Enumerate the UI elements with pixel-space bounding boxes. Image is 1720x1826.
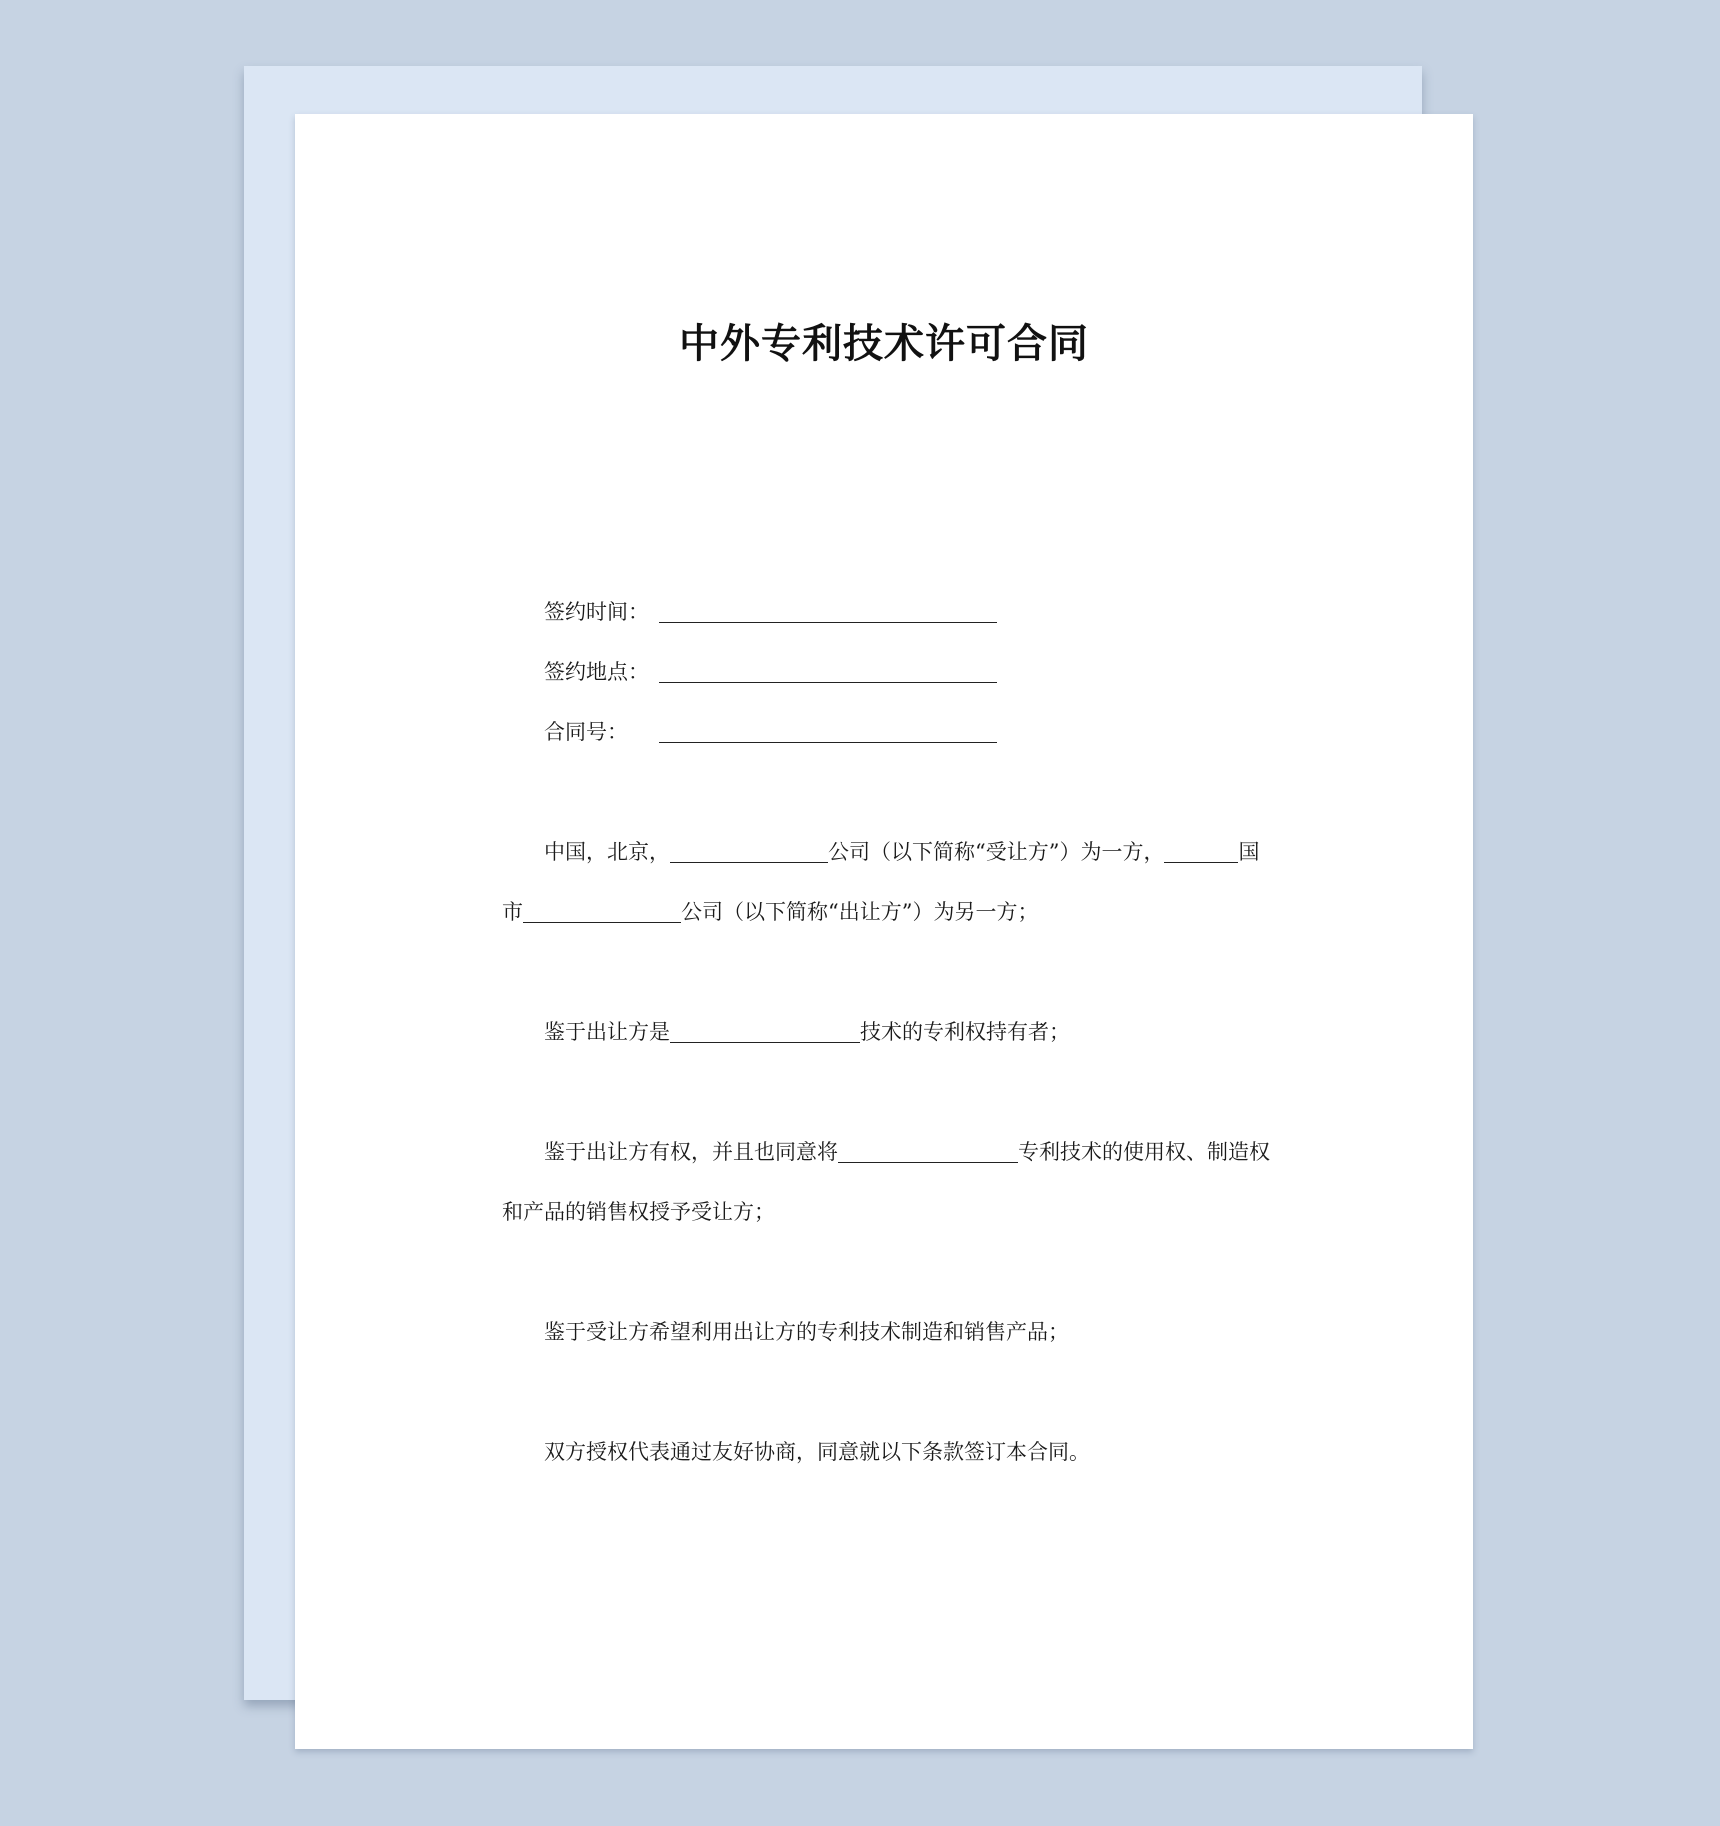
signing-time-blank[interactable] bbox=[659, 598, 997, 623]
document-page bbox=[295, 114, 1473, 1749]
document-title: 中外专利技术许可合同 bbox=[679, 321, 1089, 367]
paragraph-text: 市 bbox=[502, 900, 523, 924]
paragraph-agreement bbox=[544, 1437, 1090, 1467]
paragraph-text: 双方授权代表通过友好协商，同意就以下条款签订本合同。 bbox=[544, 1440, 1090, 1464]
paragraph-text: 鉴于受让方希望利用出让方的专利技术制造和销售产品； bbox=[544, 1320, 1069, 1344]
patent-technology-blank[interactable] bbox=[838, 1138, 1018, 1163]
paragraph-text: 鉴于出让方是 bbox=[544, 1020, 670, 1044]
field-label: 签约地点： bbox=[544, 660, 649, 684]
paragraph-text: 和产品的销售权授予受让方； bbox=[502, 1200, 775, 1224]
licensor-company-blank[interactable] bbox=[523, 898, 681, 923]
paragraph-text: 鉴于出让方有权，并且也同意将 bbox=[544, 1140, 838, 1164]
field-signing-time bbox=[544, 597, 997, 627]
licensor-country-blank[interactable] bbox=[1164, 838, 1238, 863]
paragraph-grant-rights-line-1 bbox=[544, 1137, 1270, 1167]
technology-name-blank[interactable] bbox=[670, 1018, 860, 1043]
licensee-company-blank[interactable] bbox=[670, 838, 828, 863]
paragraph-grant-rights-line-2 bbox=[502, 1197, 775, 1227]
field-signing-place bbox=[544, 657, 997, 687]
paragraph-patent-holder bbox=[544, 1017, 1070, 1047]
field-label: 签约时间： bbox=[544, 600, 649, 624]
paragraph-parties-line-1 bbox=[544, 837, 1259, 867]
paragraph-text: 公司（以下简称“出让方”）为另一方； bbox=[681, 900, 1039, 924]
contract-number-blank[interactable] bbox=[659, 718, 997, 743]
paragraph-text: 技术的专利权持有者； bbox=[860, 1020, 1070, 1044]
signing-place-blank[interactable] bbox=[659, 658, 997, 683]
paragraph-licensee-intent bbox=[544, 1317, 1069, 1347]
paragraph-text: 国 bbox=[1238, 840, 1260, 864]
paragraph-parties-line-2 bbox=[502, 897, 1038, 927]
field-label: 合同号： bbox=[544, 720, 628, 744]
field-contract-number bbox=[544, 717, 997, 747]
paragraph-text: 专利技术的使用权、制造权 bbox=[1018, 1140, 1270, 1164]
paragraph-text: 公司（以下简称“受让方”）为一方， bbox=[828, 840, 1165, 864]
paragraph-text: 中国，北京， bbox=[544, 840, 670, 864]
